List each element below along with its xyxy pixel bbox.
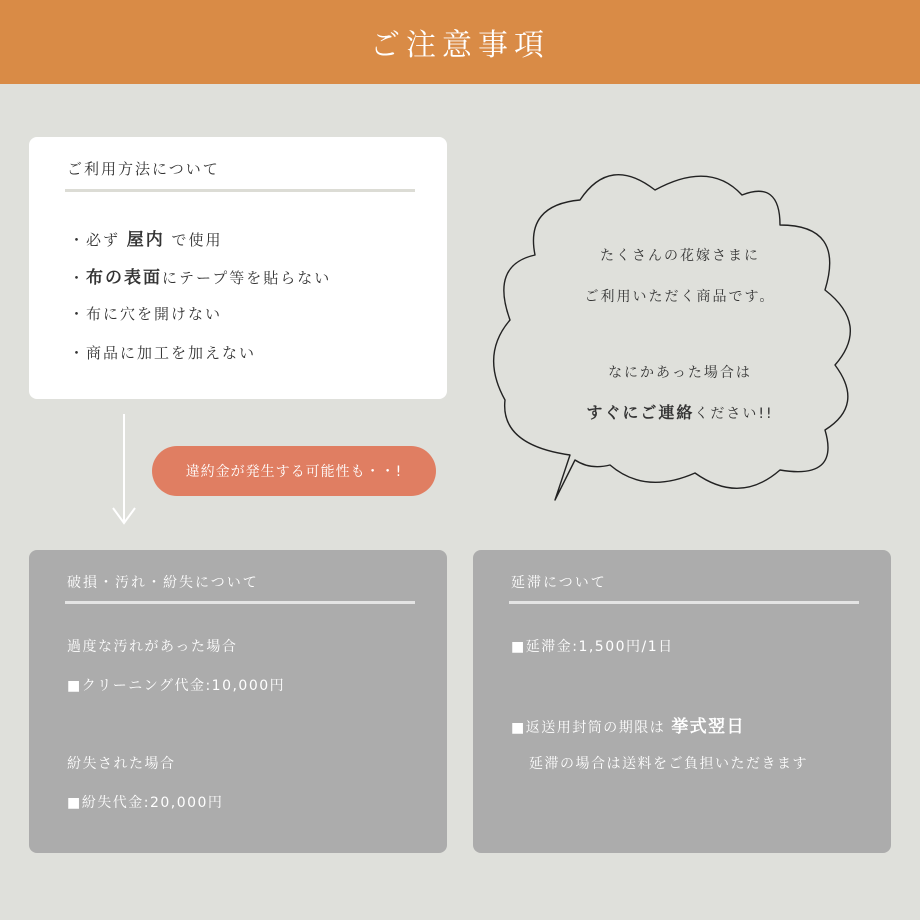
usage-item-no-modification	[69, 342, 256, 363]
bubble-text-tail: ください!!	[694, 406, 774, 422]
bubble-line-3: なにかあった場合は	[608, 365, 752, 381]
damage-card-divider	[65, 601, 415, 604]
usage-item-text: で使用	[164, 231, 223, 249]
delay-shipping-note: 延滞の場合は送料をご負担いただきます	[529, 756, 808, 772]
usage-item-text: ・必ず	[69, 231, 127, 249]
usage-item-indoor	[69, 225, 223, 250]
damage-case-lost: 紛失された場合	[67, 756, 176, 772]
bubble-emphasis: すぐにご連絡	[586, 403, 695, 422]
usage-item-text: ・布に穴を開けない	[69, 305, 223, 323]
usage-item-text: ・	[69, 269, 87, 287]
return-deadline	[511, 712, 745, 737]
delay-card-title: 延滞について	[511, 575, 607, 591]
delay-fee: ■延滞金:1,500円/1日	[511, 639, 674, 655]
speech-bubble-shape	[480, 155, 875, 505]
delay-card	[473, 550, 891, 853]
usage-item-no-tape	[69, 263, 331, 288]
arrow-down-icon	[110, 414, 138, 526]
usage-card-divider	[65, 189, 415, 192]
penalty-warning-text: 違約金が発生する可能性も・・!	[185, 464, 403, 480]
damage-case-stain: 過度な汚れがあった場合	[67, 639, 238, 655]
usage-item-emphasis: 屋内	[126, 230, 165, 250]
usage-item-text: ・商品に加工を加えない	[69, 344, 257, 362]
damage-fee-cleaning: ■クリーニング代金:10,000円	[67, 678, 286, 694]
penalty-warning-badge	[152, 446, 436, 496]
bubble-line-1: たくさんの花嫁さまに	[600, 248, 760, 264]
damage-card	[29, 550, 447, 853]
bubble-line-2: ご利用いただく商品です。	[584, 289, 776, 305]
return-deadline-text: ■返送用封筒の期限は	[511, 720, 672, 736]
header-bar	[0, 0, 920, 84]
page-title: ご注意事項	[370, 28, 550, 63]
usage-item-emphasis: 布の表面	[86, 268, 163, 288]
damage-card-title: 破損・汚れ・紛失について	[67, 575, 259, 591]
delay-card-divider	[509, 601, 859, 604]
return-deadline-emphasis: 挙式翌日	[671, 717, 746, 737]
usage-card	[29, 137, 447, 399]
bubble-line-4	[530, 400, 830, 423]
usage-item-text: にテープ等を貼らない	[162, 269, 332, 287]
usage-card-title: ご利用方法について	[67, 160, 220, 178]
usage-item-no-holes	[69, 303, 222, 324]
damage-fee-lost: ■紛失代金:20,000円	[67, 795, 224, 811]
